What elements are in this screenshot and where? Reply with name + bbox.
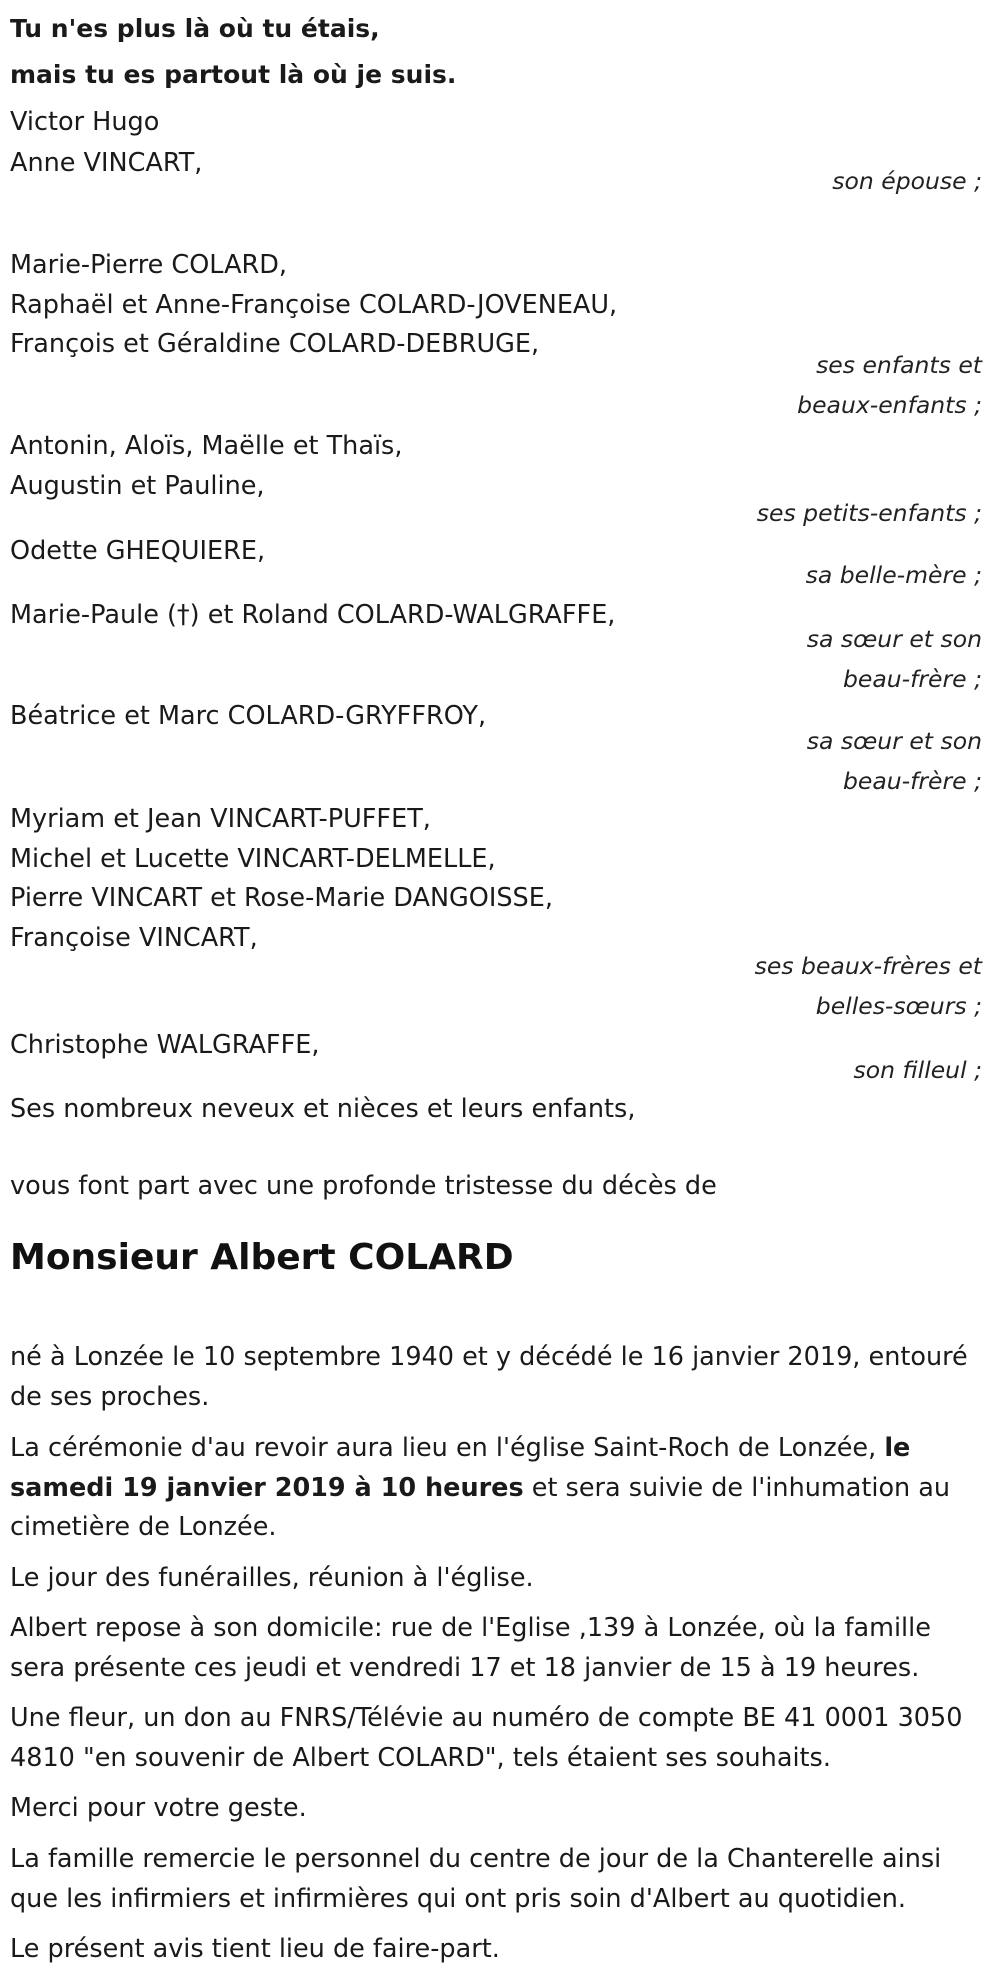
relation-line: ses enfants et	[816, 351, 982, 379]
relation-line: beau-frère ;	[842, 766, 982, 795]
epigraph-quote	[10, 6, 456, 98]
family-name: Béatrice et Marc COLARD-GRYFFROY,	[10, 701, 487, 731]
family-group	[10, 1026, 319, 1066]
birth-death-details: né à Lonzée le 10 septembre 1940 et y décédé le 16 janvier 2019, entouré de ses proches.	[10, 1342, 968, 1412]
ceremony-details	[10, 1429, 970, 1548]
family-relation	[602, 722, 982, 801]
staff-thanks: La famille remercie le personnel du centre de jour de la Chanterelle ainsi que les infirmiers et infirmières qui ont pris soin d'Albert au quotidien.	[10, 1844, 942, 1914]
closing-note: Le présent avis tient lieu de faire-part.	[10, 1934, 500, 1964]
relation-line: belles-sœurs ;	[815, 991, 982, 1020]
ceremony-text-end: et sera suivie de l'inhumation au cimetière de Lonzée.	[10, 1472, 951, 1542]
relation-line: son filleul ;	[853, 1056, 982, 1084]
family-name: Pierre VINCART et Rose-Marie DANGOISSE,	[10, 883, 553, 913]
family-name: Odette GHEQUIERE,	[10, 536, 266, 566]
family-name: Françoise VINCART,	[10, 922, 258, 953]
family-name: Antonin, Aloïs, Maëlle et Thaïs,	[10, 431, 403, 461]
ceremony-date: le samedi 19 janvier 2019 à 10 heures	[10, 1433, 911, 1503]
announcement-intro: vous font part avec une profonde tristesse du décès de	[10, 1171, 717, 1201]
quote-line-2: mais tu es partout là où je suis.	[10, 60, 457, 89]
family-group	[10, 697, 486, 737]
donation-info: Une fleur, un don au FNRS/Télévie au numéro de compte BE 41 0001 3050 4810 "en souvenir de Albert COLARD", tels étaient ses souhaits.	[10, 1703, 963, 1773]
family-group	[10, 427, 402, 506]
meeting-info: Le jour des funérailles, réunion à l'église.	[10, 1563, 534, 1593]
relation-line: sa sœur et son	[806, 625, 982, 653]
family-group	[10, 532, 265, 572]
family-relation	[602, 1051, 982, 1091]
family-relation	[602, 947, 982, 1026]
visitation-info: Albert repose à son domicile: rue de l'Eglise ,139 à Lonzée, où la famille sera présente ces jeudi et vendredi 17 et 18 janvier de 15 à 19 heures.	[10, 1613, 931, 1683]
family-relation	[602, 556, 982, 596]
relation-line: ses beaux-frères et	[754, 952, 982, 980]
family-relation	[602, 162, 982, 202]
family-relation	[602, 494, 982, 534]
family-relation	[602, 346, 982, 425]
family-name: Christophe WALGRAFFE,	[10, 1030, 320, 1060]
relation-line: son épouse ;	[832, 167, 982, 195]
relation-line: sa sœur et son	[806, 727, 982, 755]
ceremony-text: La cérémonie d'au revoir aura lieu en l'église Saint-Roch de Lonzée,	[10, 1433, 885, 1463]
family-name: Raphaël et Anne-Françoise COLARD-JOVENEAU,	[10, 289, 618, 320]
family-name: Ses nombreux neveux et nièces et leurs enfants,	[10, 1094, 636, 1124]
deceased-name: Monsieur Albert COLARD	[10, 1237, 514, 1278]
family-name: Marie-Pierre COLARD,	[10, 250, 288, 280]
family-name: François et Géraldine COLARD-DEBRUGE,	[10, 329, 540, 359]
family-relation	[602, 620, 982, 699]
family-group	[10, 596, 615, 636]
relation-line: sa belle-mère ;	[805, 561, 982, 589]
quote-line-1: Tu n'es plus là où tu étais,	[10, 14, 380, 43]
relation-line: ses petits-enfants ;	[756, 499, 982, 527]
quote-author: Victor Hugo	[10, 107, 160, 137]
family-name: Myriam et Jean VINCART-PUFFET,	[10, 804, 431, 834]
thanks-note: Merci pour votre geste.	[10, 1793, 307, 1823]
relation-line: beaux-enfants ;	[797, 390, 982, 419]
family-group	[10, 800, 553, 958]
relation-line: beau-frère ;	[842, 664, 982, 693]
family-name: Marie-Paule (†) et Roland COLARD-WALGRAFFE,	[10, 600, 616, 630]
family-group	[10, 1090, 635, 1130]
family-name: Michel et Lucette VINCART-DELMELLE,	[10, 843, 496, 874]
family-group	[10, 246, 617, 365]
family-name: Augustin et Pauline,	[10, 470, 265, 501]
family-group	[10, 144, 202, 184]
family-name: Anne VINCART,	[10, 148, 203, 178]
